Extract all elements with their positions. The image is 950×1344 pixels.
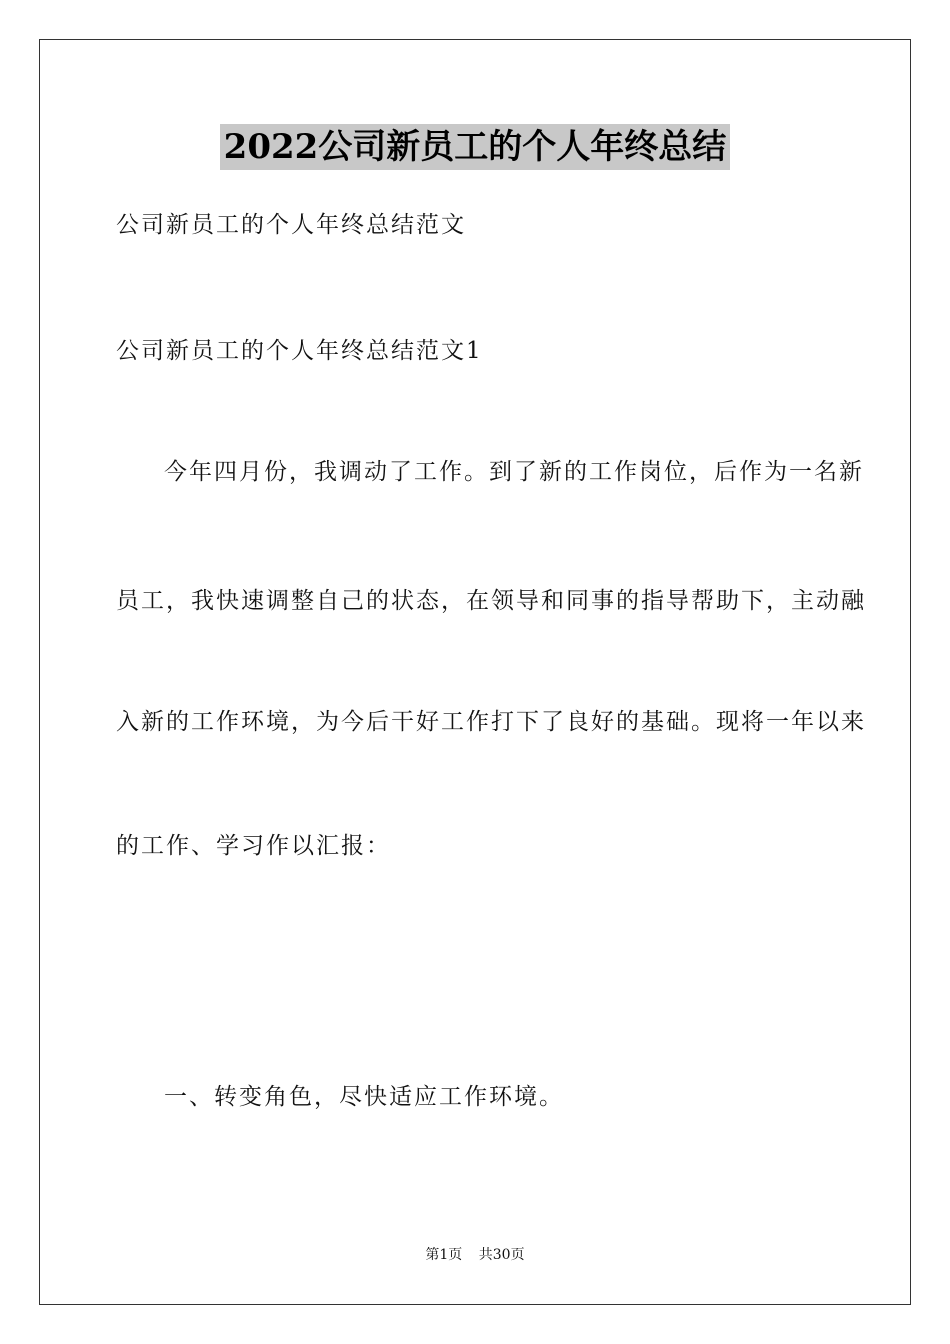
title-container bbox=[0, 124, 950, 170]
section-heading: 公司新员工的个人年终总结范文1 bbox=[116, 338, 483, 364]
point-one-heading: 一、转变角色，尽快适应工作环境。 bbox=[164, 1084, 564, 1110]
paragraph-line-3: 入新的工作环境，为今后干好工作打下了良好的基础。现将一年以来 bbox=[116, 709, 866, 735]
page-number: 第1页 bbox=[425, 1247, 463, 1263]
paragraph-line-1: 今年四月份，我调动了工作。到了新的工作岗位，后作为一名新 bbox=[164, 459, 864, 485]
page-footer bbox=[0, 1245, 950, 1265]
page-total: 共30页 bbox=[478, 1247, 525, 1263]
document-title: 2022公司新员工的个人年终总结 bbox=[220, 124, 731, 170]
document-subtitle: 公司新员工的个人年终总结范文 bbox=[116, 212, 466, 238]
paragraph-line-4: 的工作、学习作以汇报： bbox=[116, 833, 391, 859]
paragraph-line-2: 员工，我快速调整自己的状态，在领导和同事的指导帮助下，主动融 bbox=[116, 588, 866, 614]
